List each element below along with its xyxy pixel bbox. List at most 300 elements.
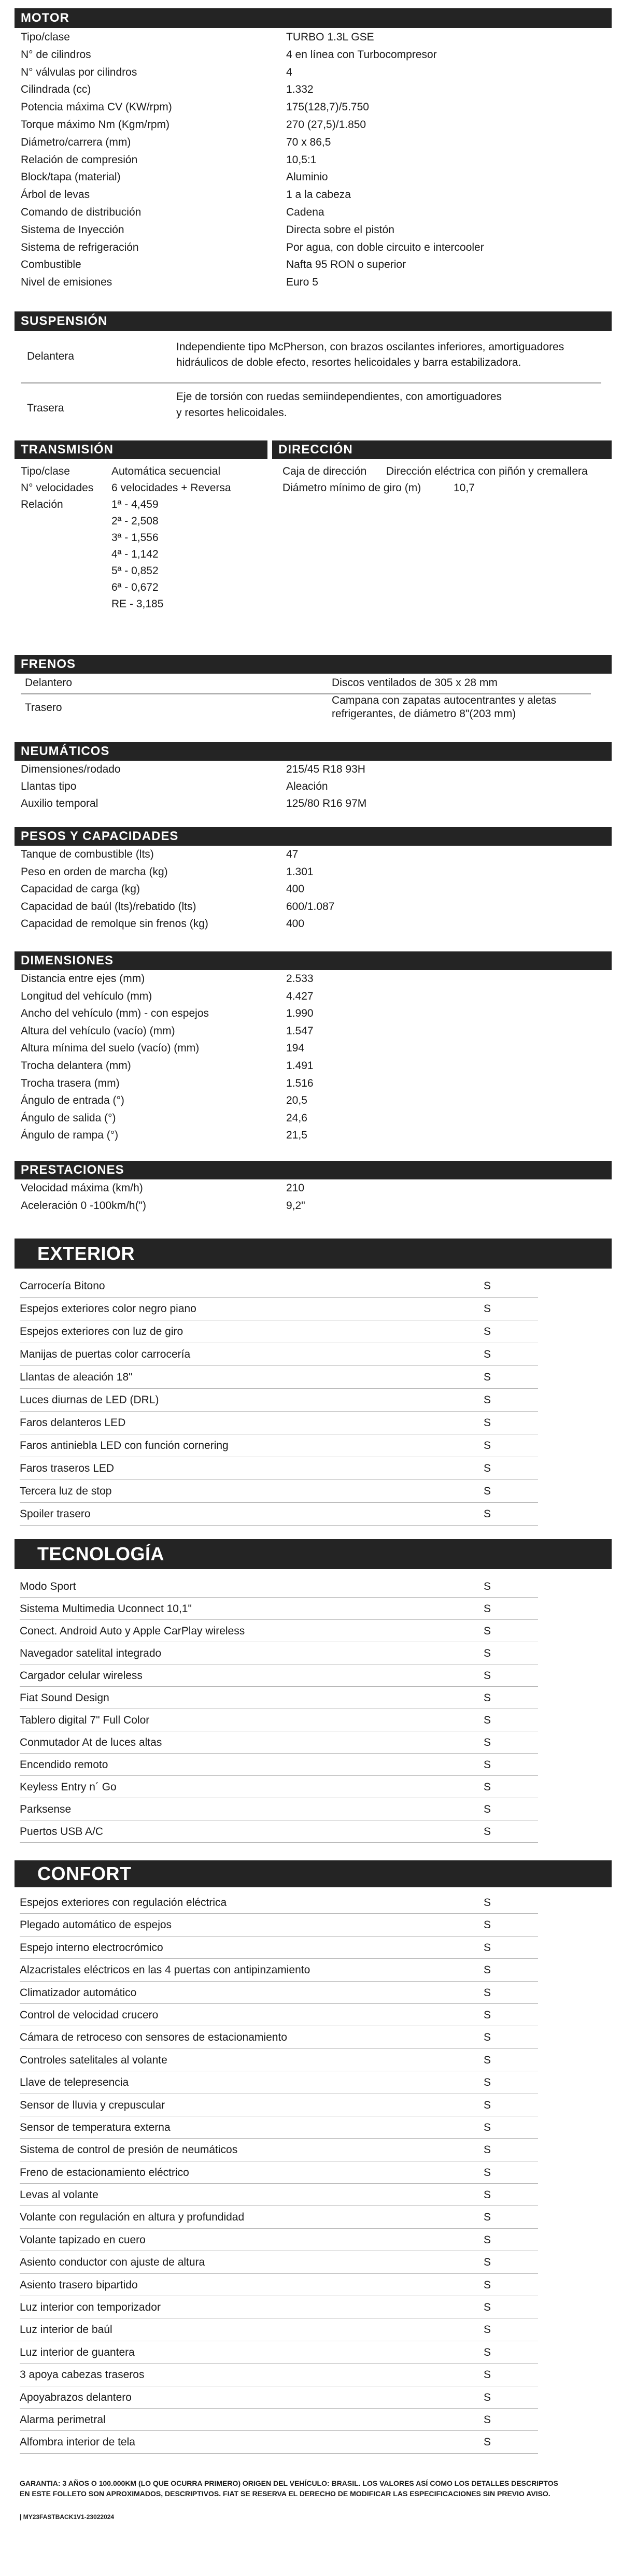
standard-mark: S (484, 1919, 491, 1931)
pesos-title: PESOS Y CAPACIDADES (21, 829, 179, 843)
equipment-label: Sensor de temperatura externa (20, 2121, 171, 2133)
spec-row (21, 1006, 591, 1023)
equipment-label: Apoyabrazos delantero (20, 2391, 132, 2403)
standard-mark: S (484, 2391, 491, 2403)
spec-value: 400 (286, 883, 305, 895)
spec-value: Nafta 95 RON o superior (286, 259, 406, 271)
spec-row (21, 240, 591, 258)
equipment-item (20, 2296, 538, 2318)
spec-row (21, 222, 591, 240)
standard-mark: S (484, 2256, 491, 2269)
spec-label: N° válvulas por cilindros (21, 66, 137, 78)
equipment-label: Volante con regulación en altura y profundidad (20, 2211, 245, 2224)
standard-mark: S (484, 2054, 491, 2066)
standard-mark: S (484, 1964, 491, 1976)
transmision-tipo-label: Tipo/clase (21, 465, 70, 477)
equipment-item (20, 1412, 538, 1434)
spec-label: Potencia máxima CV (KW/rpm) (21, 101, 172, 113)
dimensiones-header (15, 951, 612, 970)
spec-row (21, 65, 591, 82)
equipment-item (20, 2409, 538, 2431)
ratio-item: RE - 3,185 (111, 598, 164, 610)
spec-value: 1.516 (286, 1077, 314, 1089)
equipment-item (20, 1598, 538, 1620)
direccion-section (282, 465, 609, 507)
equipment-label: Luz interior de baúl (20, 2324, 112, 2336)
suspension-divider (21, 382, 601, 383)
equipment-label: Espejo interno electrocrómico (20, 1941, 163, 1954)
direccion-header (272, 440, 612, 459)
equipment-item (20, 2274, 538, 2296)
equipment-item (20, 1389, 538, 1412)
equipment-item (20, 1754, 538, 1776)
spec-label: Ángulo de salida (°) (21, 1112, 116, 1124)
spec-label: N° de cilindros (21, 48, 91, 61)
direccion-caja-value: Dirección eléctrica con piñón y cremallera (386, 465, 588, 477)
frenos-front-label: Delantero (25, 677, 73, 689)
standard-mark: S (484, 1647, 491, 1659)
standard-mark: S (484, 2121, 491, 2133)
standard-mark: S (484, 1440, 491, 1451)
spec-value: 215/45 R18 93H (286, 763, 365, 775)
equipment-item (20, 2251, 538, 2273)
spec-row (21, 152, 591, 170)
frenos-section (21, 677, 591, 729)
equipment-item (20, 2364, 538, 2386)
equipment-label: Alarma perimetral (20, 2413, 106, 2426)
direccion-caja-label: Caja de dirección (282, 465, 367, 477)
equipment-item (20, 1959, 538, 1981)
equipment-label: Llantas de aleación 18" (20, 1371, 133, 1383)
frenos-header (15, 655, 612, 674)
equipment-label: Alfombra interior de tela (20, 2436, 135, 2449)
exterior-header (15, 1239, 612, 1269)
standard-mark: S (484, 1485, 491, 1497)
equipment-label: Levas al volante (20, 2189, 98, 2201)
spec-label: Velocidad máxima (km/h) (21, 1182, 143, 1194)
tecnologia-header (15, 1539, 612, 1569)
equipment-item (20, 1642, 538, 1664)
spec-label: Altura del vehículo (vacío) (mm) (21, 1024, 175, 1037)
footer-line-1: GARANTIA: 3 AÑOS O 100.000KM (LO QUE OCURRA PRIMERO) ORIGEN DEL VEHÍCULO: BRASIL. LOS VALORES ASÍ COMO LOS DETALLES DESCRIPTOS (20, 2479, 558, 2487)
equipment-label: Asiento trasero bipartido (20, 2279, 138, 2291)
suspension-rear-text-2: y resortes helicoidales. (176, 407, 287, 419)
spec-row (21, 169, 591, 187)
spec-row (21, 1041, 591, 1058)
spec-value: 20,5 (286, 1094, 307, 1107)
equipment-label: Tercera luz de stop (20, 1485, 112, 1497)
direccion-giro-label: Diámetro mínimo de giro (m) (282, 482, 421, 494)
spec-label: Ángulo de entrada (°) (21, 1094, 124, 1107)
equipment-label: Puertos USB A/C (20, 1826, 104, 1838)
standard-mark: S (484, 2233, 491, 2246)
equipment-label: Tablero digital 7" Full Color (20, 1714, 150, 1726)
frenos-front-value: Discos ventilados de 305 x 28 mm (332, 677, 498, 689)
equipment-label: Sensor de lluvia y crepuscular (20, 2099, 165, 2111)
standard-mark: S (484, 1303, 491, 1315)
neumaticos-table (21, 762, 591, 814)
frenos-title: FRENOS (21, 657, 76, 671)
transmision-tipo-value: Automática secuencial (111, 465, 221, 477)
spec-label: Block/tapa (material) (21, 171, 121, 183)
spec-label: Cilindrada (cc) (21, 83, 91, 96)
direccion-giro-value: 10,7 (454, 482, 475, 494)
spec-value: Aluminio (286, 171, 328, 183)
frenos-rear-value-1: Campana con zapatas autocentrantes y aletas (332, 694, 557, 706)
spec-value: 9,2" (286, 1199, 305, 1212)
spec-label: Relación de compresión (21, 153, 138, 166)
standard-mark: S (484, 2346, 491, 2358)
dimensiones-table (21, 971, 591, 1145)
footer-line-2: EN ESTE FOLLETO SON APROXIMADOS, DESCRIPTIVOS. FIAT SE RESERVA EL DERECHO DE MODIFICAR LAS ESPECIFICACIONES SIN PREVIO AVISO. (20, 2489, 550, 2498)
spec-label: Capacidad de carga (kg) (21, 883, 140, 895)
suspension-front-text-2: hidráulicos de doble efecto, resortes helicoidales y barra estabilizadora. (176, 357, 521, 368)
equipment-item (20, 1687, 538, 1709)
equipment-label: Espejos exteriores con regulación eléctrica (20, 1897, 227, 1909)
footer (20, 2478, 611, 2521)
spec-value: 270 (27,5)/1.850 (286, 118, 366, 131)
standard-mark: S (484, 1714, 491, 1726)
footer-code: | MY23FASTBACK1V1-23022024 (20, 2513, 115, 2521)
spec-row (21, 847, 591, 864)
equipment-item (20, 2386, 538, 2409)
standard-mark: S (484, 1280, 491, 1292)
confort-header (15, 1860, 612, 1887)
equipment-label: Sistema de control de presión de neumáticos (20, 2144, 238, 2156)
standard-mark: S (484, 1897, 491, 1909)
transmision-section (21, 465, 264, 642)
equipment-item (20, 1937, 538, 1959)
spec-label: Trocha delantera (mm) (21, 1059, 131, 1072)
standard-mark: S (484, 1941, 491, 1954)
spec-row (21, 275, 591, 292)
spec-label: Diámetro/carrera (mm) (21, 136, 131, 148)
standard-mark: S (484, 1826, 491, 1838)
spec-value: 21,5 (286, 1129, 307, 1142)
suspension-front-text-1: Independiente tipo McPherson, con brazos oscilantes inferiores, amortiguadores (176, 341, 564, 353)
spec-value: 47 (286, 848, 299, 860)
standard-mark: S (484, 1603, 491, 1615)
spec-row (21, 1128, 591, 1145)
spec-value: 70 x 86,5 (286, 136, 331, 148)
standard-mark: S (484, 1394, 491, 1406)
equipment-label: Conect. Android Auto y Apple CarPlay wireless (20, 1625, 245, 1637)
standard-mark: S (484, 1781, 491, 1793)
equipment-item (20, 2116, 538, 2139)
spec-label: Trocha trasera (mm) (21, 1077, 120, 1089)
standard-mark: S (484, 1986, 491, 1999)
equipment-item (20, 1343, 538, 1366)
exterior-list (20, 1275, 538, 1526)
equipment-item (20, 1798, 538, 1820)
suspension-header (15, 311, 612, 331)
spec-row (21, 30, 591, 47)
equipment-item (20, 1434, 538, 1457)
spec-row (21, 971, 591, 989)
standard-mark: S (484, 2031, 491, 2044)
equipment-item (20, 1820, 538, 1843)
pesos-header (15, 827, 612, 846)
equipment-item (20, 1891, 538, 1914)
spec-label: Aceleración 0 -100km/h(") (21, 1199, 147, 1212)
transmision-header (15, 440, 267, 459)
equipment-label: Carrocería Bitono (20, 1280, 105, 1292)
equipment-label: Spoiler trasero (20, 1508, 91, 1520)
confort-list (20, 1891, 538, 2454)
spec-row (21, 989, 591, 1006)
spec-value: 2.533 (286, 973, 314, 985)
equipment-item (20, 2139, 538, 2161)
standard-mark: S (484, 2369, 491, 2381)
spec-value: 400 (286, 918, 305, 930)
spec-row (21, 135, 591, 152)
neumaticos-title: NEUMÁTICOS (21, 744, 110, 758)
prestaciones-title: PRESTACIONES (21, 1163, 124, 1177)
equipment-item (20, 2049, 538, 2071)
suspension-title: SUSPENSIÓN (21, 314, 108, 328)
transmision-rel-label: Relación (21, 499, 63, 510)
spec-row (21, 47, 591, 65)
spec-row (21, 99, 591, 117)
suspension-rear-text-1: Eje de torsión con ruedas semiindependientes, con amortiguadores (176, 391, 502, 403)
spec-row (21, 1093, 591, 1111)
spec-label: Tipo/clase (21, 31, 70, 43)
equipment-item (20, 1320, 538, 1343)
equipment-label: Control de velocidad crucero (20, 2009, 159, 2021)
spec-label: Distancia entre ejes (mm) (21, 973, 145, 985)
standard-mark: S (484, 2301, 491, 2314)
spec-value: 1.332 (286, 83, 314, 96)
equipment-label: Luz interior con temporizador (20, 2301, 161, 2314)
spec-value: 210 (286, 1182, 305, 1194)
spec-row (21, 205, 591, 222)
equipment-item (20, 2341, 538, 2364)
spec-value: 1.547 (286, 1024, 314, 1037)
standard-mark: S (484, 1326, 491, 1337)
standard-mark: S (484, 1737, 491, 1748)
spec-label: Torque máximo Nm (Kgm/rpm) (21, 118, 170, 131)
spec-label: Ancho del vehículo (mm) - con espejos (21, 1007, 209, 1020)
ratio-item: 1ª - 4,459 (111, 499, 159, 510)
standard-mark: S (484, 2076, 491, 2089)
spec-value: 175(128,7)/5.750 (286, 101, 369, 113)
equipment-item (20, 2161, 538, 2184)
equipment-item (20, 2184, 538, 2206)
suspension-front-label: Delantera (27, 350, 75, 362)
spec-row (21, 796, 591, 813)
motor-header (15, 8, 612, 28)
standard-mark: S (484, 1692, 491, 1704)
standard-mark: S (484, 2279, 491, 2291)
standard-mark: S (484, 2189, 491, 2201)
ratio-item: 4ª - 1,142 (111, 548, 159, 560)
confort-title: CONFORT (37, 1863, 132, 1884)
standard-mark: S (484, 2413, 491, 2426)
spec-row (21, 779, 591, 796)
spec-value: 125/80 R16 97M (286, 798, 367, 810)
equipment-item (20, 1575, 538, 1598)
motor-title: MOTOR (21, 11, 69, 25)
spec-value: Cadena (286, 206, 324, 218)
equipment-label: Conmutador At de luces altas (20, 1737, 162, 1748)
spec-value: 4 (286, 66, 292, 78)
equipment-label: Keyless Entry n´ Go (20, 1781, 117, 1793)
equipment-item (20, 2004, 538, 2026)
equipment-item (20, 2318, 538, 2341)
spec-row (21, 1023, 591, 1041)
suspension-rear-label: Trasera (27, 402, 64, 414)
equipment-label: Faros antiniebla LED con función cornering (20, 1440, 229, 1451)
direccion-title: DIRECCIÓN (278, 443, 353, 457)
spec-row (21, 1180, 591, 1198)
spec-value: 10,5:1 (286, 153, 317, 166)
standard-mark: S (484, 2324, 491, 2336)
spec-row (21, 117, 591, 135)
standard-mark: S (484, 1581, 491, 1592)
spec-label: Nivel de emisiones (21, 276, 112, 289)
equipment-item (20, 1776, 538, 1798)
equipment-item (20, 1709, 538, 1731)
standard-mark: S (484, 1371, 491, 1383)
ratio-item: 5ª - 0,852 (111, 565, 159, 577)
equipment-item (20, 2206, 538, 2228)
transmision-vel-label: N° velocidades (21, 482, 94, 494)
equipment-label: Espejos exteriores color negro piano (20, 1303, 196, 1315)
equipment-item (20, 1982, 538, 2004)
pesos-table (21, 847, 591, 934)
equipment-label: Faros delanteros LED (20, 1417, 126, 1429)
spec-row (21, 762, 591, 779)
spec-value: Euro 5 (286, 276, 318, 289)
standard-mark: S (484, 2211, 491, 2224)
equipment-item (20, 2094, 538, 2116)
equipment-item (20, 2431, 538, 2453)
equipment-label: Cámara de retroceso con sensores de estacionamiento (20, 2031, 287, 2044)
standard-mark: S (484, 1462, 491, 1474)
standard-mark: S (484, 1803, 491, 1815)
equipment-label: Freno de estacionamiento eléctrico (20, 2166, 189, 2179)
equipment-label: Espejos exteriores con luz de giro (20, 1326, 183, 1337)
spec-label: Llantas tipo (21, 780, 77, 793)
spec-value: 1.990 (286, 1007, 314, 1020)
standard-mark: S (484, 2099, 491, 2111)
ratio-item: 2ª - 2,508 (111, 515, 159, 527)
equipment-label: Modo Sport (20, 1581, 76, 1592)
equipment-label: Controles satelitales al volante (20, 2054, 167, 2066)
spec-value: 194 (286, 1042, 305, 1055)
equipment-item (20, 1275, 538, 1298)
equipment-item (20, 1731, 538, 1754)
spec-label: Peso en orden de marcha (kg) (21, 865, 168, 878)
equipment-item (20, 1366, 538, 1389)
spec-row (21, 187, 591, 205)
frenos-rear-value-2: refrigerantes, de diámetro 8"(203 mm) (332, 708, 516, 720)
spec-row (21, 82, 591, 99)
standard-mark: S (484, 2009, 491, 2021)
equipment-label: Climatizador automático (20, 1986, 137, 1999)
equipment-item (20, 2229, 538, 2251)
ratio-item: 3ª - 1,556 (111, 532, 159, 544)
equipment-item (20, 1480, 538, 1503)
equipment-label: Volante tapizado en cuero (20, 2233, 146, 2246)
spec-value: 1.491 (286, 1059, 314, 1072)
equipment-label: Manijas de puertas color carrocería (20, 1348, 191, 1360)
spec-label: Capacidad de remolque sin frenos (kg) (21, 918, 208, 930)
equipment-label: Asiento conductor con ajuste de altura (20, 2256, 205, 2269)
transmision-title: TRANSMISIÓN (21, 443, 114, 457)
spec-label: Combustible (21, 259, 81, 271)
spec-row (21, 1111, 591, 1128)
equipment-item (20, 1620, 538, 1642)
spec-row (21, 1076, 591, 1093)
spec-label: Sistema de Inyección (21, 223, 124, 236)
equipment-item (20, 1457, 538, 1480)
spec-value: TURBO 1.3L GSE (286, 31, 374, 43)
equipment-label: Llave de telepresencia (20, 2076, 129, 2089)
spec-label: Ángulo de rampa (°) (21, 1129, 119, 1142)
tecnologia-list (20, 1575, 538, 1843)
spec-value: Por agua, con doble circuito e intercooler (286, 241, 484, 253)
spec-row (21, 881, 591, 899)
standard-mark: S (484, 1508, 491, 1520)
spec-label: Capacidad de baúl (lts)/rebatido (lts) (21, 900, 196, 913)
equipment-label: Encendido remoto (20, 1759, 108, 1771)
equipment-item (20, 1914, 538, 1936)
equipment-item (20, 2026, 538, 2048)
standard-mark: S (484, 1417, 491, 1429)
transmision-vel-value: 6 velocidades + Reversa (111, 482, 231, 494)
standard-mark: S (484, 2144, 491, 2156)
tecnologia-title: TECNOLOGÍA (37, 1543, 164, 1564)
standard-mark: S (484, 2166, 491, 2179)
spec-label: Sistema de refrigeración (21, 241, 139, 253)
equipment-item (20, 1664, 538, 1687)
equipment-item (20, 1503, 538, 1526)
dimensiones-title: DIMENSIONES (21, 953, 114, 967)
spec-label: Comando de distribución (21, 206, 142, 218)
spec-value: Aleación (286, 780, 328, 793)
standard-mark: S (484, 1348, 491, 1360)
spec-value: 1 a la cabeza (286, 189, 351, 201)
frenos-rear-label: Trasero (25, 702, 62, 714)
spec-row (21, 257, 591, 275)
spec-value: 4.427 (286, 990, 314, 1002)
standard-mark: S (484, 2436, 491, 2449)
spec-label: Auxilio temporal (21, 798, 98, 810)
equipment-label: Alzacristales eléctricos en las 4 puertas con antipinzamiento (20, 1964, 310, 1976)
equipment-item (20, 2071, 538, 2094)
equipment-label: Parksense (20, 1803, 72, 1815)
equipment-item (20, 1298, 538, 1320)
equipment-label: Cargador celular wireless (20, 1670, 143, 1682)
motor-table (21, 30, 591, 292)
equipment-label: Luz interior de guantera (20, 2346, 135, 2358)
transmision-ratios (111, 499, 163, 615)
neumaticos-header (15, 742, 612, 761)
exterior-title: EXTERIOR (37, 1243, 135, 1264)
equipment-label: Plegado automático de espejos (20, 1919, 172, 1931)
spec-value: 600/1.087 (286, 900, 335, 913)
spec-value: Directa sobre el pistón (286, 223, 394, 236)
spec-label: Longitud del vehículo (mm) (21, 990, 152, 1002)
spec-row (21, 1198, 591, 1216)
equipment-label: Fiat Sound Design (20, 1692, 109, 1704)
spec-value: 1.301 (286, 865, 314, 878)
spec-row (21, 899, 591, 917)
ratio-item: 6ª - 0,672 (111, 581, 159, 593)
spec-label: Altura mínima del suelo (vacío) (mm) (21, 1042, 200, 1055)
standard-mark: S (484, 1625, 491, 1637)
